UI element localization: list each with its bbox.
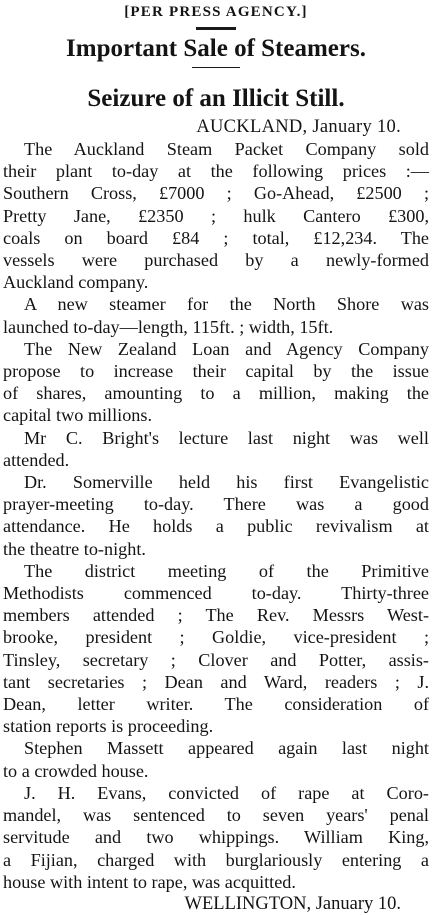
paragraph-line: Mr C. Bright's lecture last night was well — [24, 427, 429, 448]
article-paragraph — [3, 737, 429, 781]
closing-dateline-date: January 10. — [311, 893, 401, 914]
paragraph-line: The Auckland Steam Packet Company sold — [24, 139, 429, 159]
paragraph-line: Pretty Jane, £2350 ; hulk Cantero £300, — [3, 205, 429, 226]
paragraph-line: prayer-meeting to-day. There was a good — [3, 494, 429, 515]
dateline-date: January 10. — [307, 117, 401, 137]
paragraph-line: J. H. Evans, convicted of rape at Coro- — [24, 782, 429, 803]
paragraph-line: coals on board £84 ; total, £12,234. The — [3, 227, 429, 248]
agency-tag: [PER PRESS AGENCY.] — [124, 4, 308, 20]
paragraph-line: The New Zealand Loan and Agency Company — [24, 338, 429, 359]
paragraph-line: vessels were purchased by a newly-formed — [3, 250, 429, 271]
article-paragraph — [3, 138, 429, 293]
paragraph-line: tant secretaries ; Dean and Ward, readers ; J. — [3, 671, 429, 692]
paragraph-line: capital two millions. — [3, 405, 153, 426]
article-paragraph — [3, 427, 429, 471]
ornamental-rule — [196, 27, 236, 30]
paragraph-line: Auckland company. — [3, 272, 149, 293]
paragraph-line: attended. — [3, 449, 70, 470]
paragraph-line: Southern Cross, £7000 ; Go-Ahead, £2500 ; — [3, 183, 429, 204]
paragraph-line: The district meeting of the Primitive — [24, 560, 429, 581]
paragraph-line: the theatre to-night. — [3, 538, 146, 559]
paragraph-line: launched to-day—length, 115ft. ; width, 15ft. — [3, 316, 334, 337]
headline: Important Sale of Steamers. — [66, 35, 366, 62]
article-paragraph — [3, 560, 429, 738]
paragraph-line: Dr. Somerville held his first Evangelistic — [24, 472, 429, 493]
dateline-place: AUCKLAND, — [196, 117, 308, 137]
paragraph-line: Dean, letter writer. The consideration of — [3, 694, 429, 715]
subheadline: Seizure of an Illicit Still. — [87, 85, 345, 112]
article-body — [3, 138, 429, 893]
paragraph-line: a Fijian, charged with burglariously entering a — [3, 849, 429, 870]
paragraph-line: members attended ; The Rev. Messrs West- — [3, 605, 429, 626]
paragraph-line: propose to increase their capital by the issue — [3, 361, 429, 382]
article-paragraph — [3, 782, 429, 893]
paragraph-line: Tinsley, secretary ; Clover and Potter, assis- — [3, 649, 429, 670]
article-paragraph — [3, 293, 429, 337]
paragraph-line: of shares, amounting to a million, making the — [3, 383, 429, 404]
paragraph-line: station reports is proceeding. — [3, 716, 214, 737]
paragraph-line: brooke, president ; Goldie, vice-president ; — [3, 627, 429, 648]
paragraph-line: attendance. He holds a public revivalism at — [3, 516, 429, 537]
closing-dateline-place: WELLINGTON, — [184, 893, 312, 914]
paragraph-line: house with intent to rape, was acquitted. — [3, 871, 296, 892]
paragraph-line: Stephen Massett appeared again last night — [24, 738, 429, 759]
article-paragraph — [3, 471, 429, 560]
paragraph-line: to a crowded house. — [3, 760, 149, 781]
paragraph-line: servitude and two whippings. William King, — [3, 827, 429, 848]
separator-rule — [192, 67, 240, 68]
paragraph-line: A new steamer for the North Shore was — [24, 294, 429, 315]
closing-dateline — [3, 893, 401, 915]
article-paragraph — [3, 338, 429, 427]
paragraph-line: mandel, was sentenced to seven years' penal — [3, 805, 429, 826]
paragraph-line: their plant to-day at the following prices :— — [3, 161, 429, 182]
dateline — [3, 116, 401, 138]
paragraph-line: Methodists commenced to-day. Thirty-three — [3, 583, 429, 604]
